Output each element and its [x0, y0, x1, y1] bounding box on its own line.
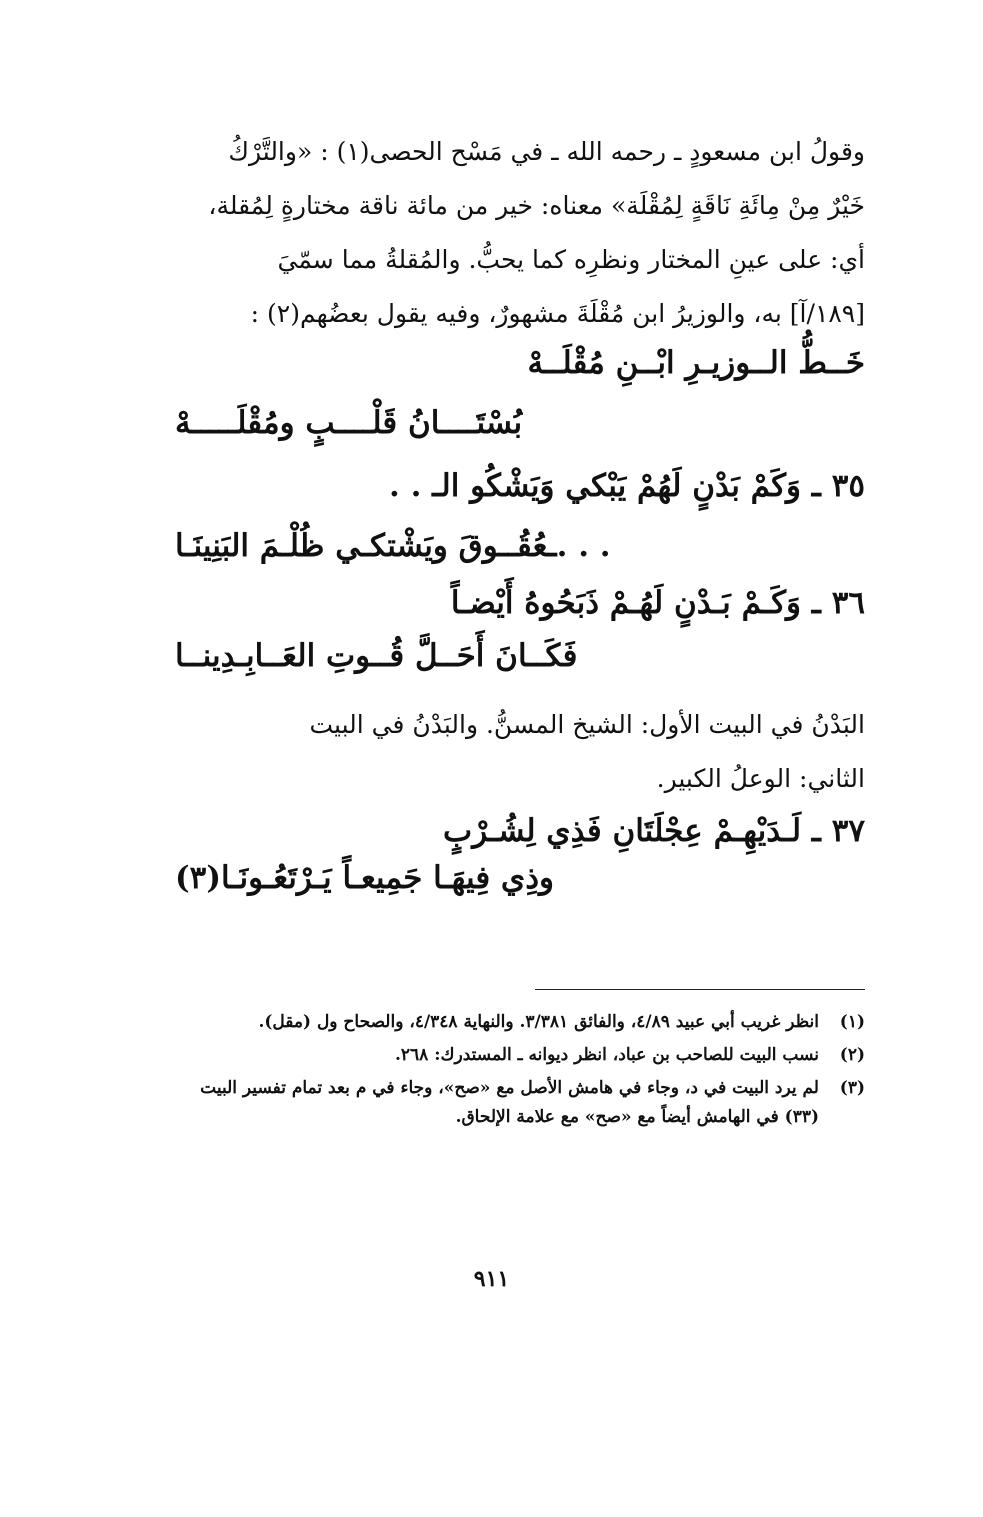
verse-line: ٣٧ ـ لَـدَيْهِـمْ عِجْلَتَانِ فَذِي لِشُـرْبٍ: [443, 813, 865, 849]
footnote-item: [165, 1074, 865, 1132]
footnote-separator: [535, 989, 865, 990]
footnote-number: (١): [839, 1012, 865, 1032]
footnotes: [165, 1008, 865, 1136]
verse-line: خَــطُّ الــوزيـرِ ابْــنِ مُقْلَــهْ: [527, 345, 865, 381]
footnote-item: [165, 1041, 865, 1070]
footnote-text: انظر غريب أبي عبيد ٤/٨٩، والفائق ٣/٣٨١. والنهاية ٤/٣٤٨، والصحاح ول (مقل).: [258, 1012, 819, 1032]
prose-line: خَيْرٌ مِنْ مِائَةِ نَاقَةٍ لِمُقْلَة» معناه: خير من مائة ناقة مختارةٍ لِمُقلة،: [208, 191, 865, 220]
prose-line: البَدْنُ في البيت الأول: الشيخ المسنُّ. والبَدْنُ في البيت: [309, 710, 865, 739]
prose-line: وقولُ ابن مسعودٍ ـ رحمه الله ـ في مَسْح الحصى(١) : «والتَّرْكُ: [228, 137, 865, 166]
prose-line: [١٨٩/آ] به، والوزيرُ ابن مُقْلَةَ مشهورٌ، وفيه يقول بعضُهم(٢) :: [250, 299, 865, 328]
footnote-number: (٢): [839, 1045, 865, 1065]
prose-line: الثاني: الوعلُ الكبير.: [656, 764, 865, 793]
verse-line: ٣٥ ـ وَكَمْ بَدْنٍ لَهُمْ يَبْكي وَيَشْكُو الـ . .: [389, 468, 865, 504]
verse-line: فَكَــانَ أَحَــلَّ قُــوتِ العَــابِـدِينــا: [175, 638, 578, 674]
intro-paragraph: [175, 125, 865, 341]
footnote-text: نسب البيت للصاحب بن عباد، انظر ديوانه ـ المستدرك: ٢٦٨.: [394, 1045, 819, 1065]
prose-line: أي: على عينِ المختار ونظرِه كما يحبُّ. والمُقلةُ مما سمّيَ: [277, 245, 865, 274]
footnote-number: (٣): [839, 1078, 865, 1098]
verse-line: وذِي فِيهَـا جَمِيعـاً يَـرْتَعُـونَـا(٣): [175, 860, 554, 896]
page-number: ٩١١: [473, 1266, 510, 1292]
verse-line: بُسْتَــــانُ قَلْــــبٍ ومُقْلَـــــهْ: [175, 405, 523, 441]
explanation-paragraph: [175, 698, 865, 806]
verse-line: . . .ـعُقُــوقَ ويَشْتكـي ظُلْـمَ البَنِينَـا: [175, 528, 611, 564]
footnote-item: [165, 1008, 865, 1037]
footnote-text: لم يرد البيت في د، وجاء في هامش الأصل مع «صح»، وجاء في م بعد تمام تفسير البيت (٣٣) في الهامش أيضاً مع «صح» مع علامة الإلحاق.: [200, 1078, 819, 1127]
verse-line: ٣٦ ـ وَكَـمْ بَـدْنٍ لَهُـمْ ذَبَحُوهُ أَيْضـاً: [450, 585, 865, 621]
